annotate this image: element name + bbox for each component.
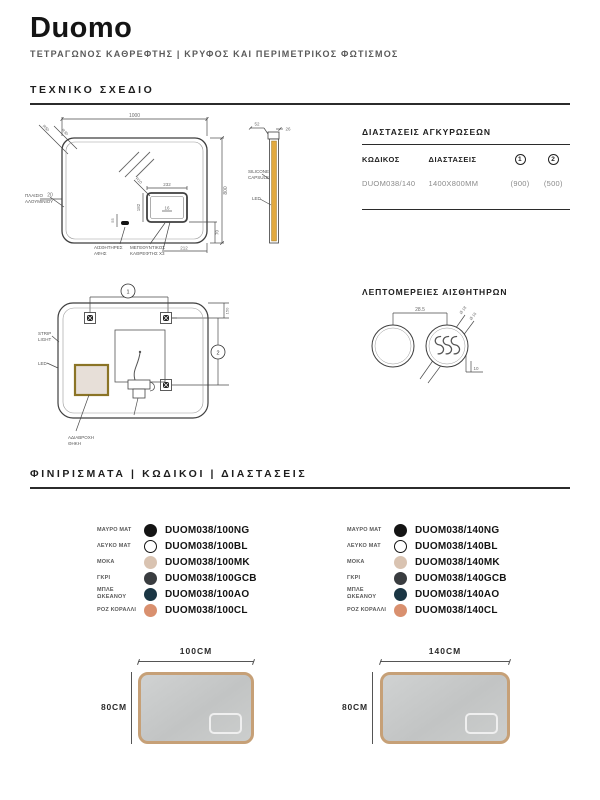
svg-text:ΠΛΑΙΣΙΟ: ΠΛΑΙΣΙΟ bbox=[25, 193, 44, 198]
circled-1-icon: 1 bbox=[515, 154, 526, 165]
svg-text:STRIP: STRIP bbox=[38, 331, 52, 336]
svg-text:2: 2 bbox=[216, 350, 220, 357]
svg-text:55: 55 bbox=[110, 218, 115, 223]
finish-code: DUOM038/140NG bbox=[415, 524, 500, 536]
width-dimension-line bbox=[380, 661, 510, 662]
svg-text:52: 52 bbox=[254, 121, 260, 127]
finish-label: ΜΑΥΡΟ ΜΑΤ bbox=[347, 526, 382, 533]
svg-text:182: 182 bbox=[136, 203, 141, 212]
side-view-dimensions bbox=[254, 122, 291, 132]
svg-text:1000: 1000 bbox=[128, 113, 141, 119]
color-swatch bbox=[394, 556, 407, 569]
svg-text:800: 800 bbox=[223, 186, 229, 195]
table-title: ΔΙΑΣΤΑΣΕΙΣ ΑΓΚΥΡΩΣΕΩΝ bbox=[362, 127, 491, 137]
anchor-offset-dim: 150 bbox=[224, 307, 230, 315]
magnifier-mirror-preview bbox=[465, 713, 498, 734]
magnifier-mirror-preview bbox=[209, 713, 242, 734]
color-swatch bbox=[394, 588, 407, 601]
product-subtitle: ΤΕΤΡΑΓΩΝΟΣ ΚΑΘΡΕΦΤΗΣ | ΚΡΥΦΟΣ ΚΑΙ ΠΕΡΙΜΕΤΡΙΚΟΣ ΦΩΤΙΣΜΟΣ bbox=[30, 49, 399, 59]
color-swatch bbox=[144, 572, 157, 585]
marker-circles bbox=[121, 284, 225, 359]
finish-item bbox=[97, 538, 257, 554]
finish-item bbox=[347, 538, 507, 554]
circled-2-icon: 2 bbox=[548, 154, 559, 165]
svg-text:ΑΔΙΑΒΡΟΧΗ: ΑΔΙΑΒΡΟΧΗ bbox=[68, 435, 95, 440]
finish-code: DUOM038/100GCB bbox=[165, 572, 257, 584]
finish-code: DUOM038/140GCB bbox=[415, 572, 507, 584]
finish-item bbox=[347, 522, 507, 538]
back-outline bbox=[58, 303, 208, 418]
color-swatch bbox=[394, 572, 407, 585]
svg-text:R50: R50 bbox=[41, 123, 51, 133]
anchor-icon bbox=[161, 380, 172, 391]
width-dimension-label: 100CM bbox=[179, 646, 213, 656]
svg-text:212: 212 bbox=[180, 245, 188, 251]
waterproof-case-icon bbox=[75, 365, 108, 395]
table-row bbox=[362, 179, 570, 202]
cell-dims: 1400X800MM bbox=[428, 179, 479, 188]
finish-code: DUOM038/100MK bbox=[165, 556, 250, 568]
finish-item bbox=[347, 570, 507, 586]
side-dimension-lines bbox=[249, 127, 283, 135]
finish-label: ΜΠΛΕ ΩΚΕΑΝΟΥ bbox=[97, 587, 127, 600]
section-heading-finishes: ΦΙΝΙΡΙΣΜΑΤΑ | ΚΩΔΙΚΟΙ | ΔΙΑΣΤΑΣΕΙΣ bbox=[30, 468, 570, 489]
finish-label: ΜΑΥΡΟ ΜΑΤ bbox=[97, 526, 132, 533]
svg-text:ΜΕΓΕΘΥΝΤΙΚΟΣ: ΜΕΓΕΘΥΝΤΙΚΟΣ bbox=[130, 245, 165, 250]
mirror-diagram-140 bbox=[338, 646, 528, 758]
svg-text:ΑΙΣΘΗΤΗΡΕΣ: ΑΙΣΘΗΤΗΡΕΣ bbox=[94, 245, 123, 250]
finish-code: DUOM038/100CL bbox=[165, 604, 248, 616]
svg-text:ΚΑΘΡΕΦΤΗΣ X3: ΚΑΘΡΕΦΤΗΣ X3 bbox=[130, 251, 165, 256]
finish-code: DUOM038/140MK bbox=[415, 556, 500, 568]
svg-text:Ø 16: Ø 16 bbox=[468, 311, 478, 322]
sensor-details bbox=[362, 287, 570, 406]
finish-column-100 bbox=[97, 522, 257, 618]
finish-item bbox=[347, 586, 507, 602]
finish-code: DUOM038/100AO bbox=[165, 588, 250, 600]
finish-label: ΛΕΥΚΟ ΜΑΤ bbox=[97, 542, 131, 549]
finish-code: DUOM038/100BL bbox=[165, 540, 248, 552]
width-dimension-label: 140CM bbox=[428, 646, 462, 656]
color-swatch bbox=[144, 556, 157, 569]
color-swatch bbox=[394, 524, 407, 537]
back-view-drawing bbox=[22, 278, 257, 468]
finish-label: ΜΟΚΑ bbox=[347, 558, 365, 565]
finish-item bbox=[97, 602, 257, 618]
svg-text:LIGHT: LIGHT bbox=[38, 337, 52, 342]
svg-text:ΑΛΟΥΜΙΝΙΟΥ: ΑΛΟΥΜΙΝΙΟΥ bbox=[25, 199, 54, 204]
col-header-code: ΚΩΔΙΚΟΣ bbox=[362, 155, 400, 164]
svg-text:R10: R10 bbox=[134, 176, 144, 185]
header bbox=[30, 12, 399, 59]
svg-text:26: 26 bbox=[285, 126, 291, 132]
mirror-outline bbox=[62, 138, 207, 243]
finish-item bbox=[347, 554, 507, 570]
table-rule-top bbox=[362, 144, 570, 145]
color-swatch bbox=[394, 540, 407, 553]
junction-box-icon bbox=[115, 330, 165, 415]
side-view-labels bbox=[248, 169, 269, 201]
finish-label: ΜΟΚΑ bbox=[97, 558, 115, 565]
finish-label: ΜΠΛΕ ΩΚΕΑΝΟΥ bbox=[347, 587, 377, 600]
svg-text:SILICONE: SILICONE bbox=[248, 169, 270, 174]
anchor-icon bbox=[161, 313, 172, 324]
anchor-icon bbox=[85, 313, 96, 324]
height-dimension-label: 80CM bbox=[101, 702, 127, 712]
height-dimension-line bbox=[372, 672, 373, 744]
svg-text:ΑΦΗΣ: ΑΦΗΣ bbox=[94, 251, 107, 256]
mirror-preview bbox=[380, 672, 510, 744]
color-swatch bbox=[144, 588, 157, 601]
led-strip-icon bbox=[272, 141, 277, 241]
back-leader-lines bbox=[47, 318, 177, 431]
touch-sensor-icon bbox=[121, 221, 129, 225]
color-swatch bbox=[394, 604, 407, 617]
finish-label: ΛΕΥΚΟ ΜΑΤ bbox=[347, 542, 381, 549]
mirror-diagram-100 bbox=[95, 646, 270, 758]
svg-text:LED: LED bbox=[252, 196, 261, 201]
finish-label: ΡΟΖ ΚΟΡΑΛΛΙ bbox=[97, 606, 137, 613]
cell-v2: (500) bbox=[543, 179, 563, 188]
col-header-dims: ΔΙΑΣΤΑΣΕΙΣ bbox=[428, 155, 477, 164]
finish-label: ΓΚΡΙ bbox=[347, 574, 361, 581]
color-swatch bbox=[144, 604, 157, 617]
sensor-details-drawing bbox=[362, 301, 570, 401]
section-heading-technical: ΤΕΧΝΙΚΟ ΣΧΕΔΙΟ bbox=[30, 84, 570, 105]
cell-v1: (900) bbox=[510, 179, 530, 188]
height-dimension-label: 80CM bbox=[342, 702, 368, 712]
svg-text:20: 20 bbox=[47, 192, 53, 199]
finish-code: DUOM038/140CL bbox=[415, 604, 498, 616]
finish-code: DUOM038/140AO bbox=[415, 588, 500, 600]
svg-text:ΘΗΚΗ: ΘΗΚΗ bbox=[68, 441, 82, 446]
color-swatch bbox=[144, 524, 157, 537]
table-rule-bottom bbox=[362, 209, 570, 210]
product-title: Duomo bbox=[30, 12, 133, 44]
finish-item bbox=[97, 554, 257, 570]
glass-shine-icon bbox=[119, 152, 154, 177]
col-header-1 bbox=[503, 154, 536, 165]
finish-item bbox=[97, 570, 257, 586]
svg-text:1: 1 bbox=[126, 289, 130, 296]
svg-text:232: 232 bbox=[163, 182, 171, 187]
finish-label: ΓΚΡΙ bbox=[97, 574, 111, 581]
svg-text:R30: R30 bbox=[60, 127, 70, 137]
front-view-drawing bbox=[22, 110, 257, 278]
finish-item bbox=[97, 522, 257, 538]
mirror-preview bbox=[138, 672, 254, 744]
table-header-row bbox=[362, 154, 570, 165]
finish-label: ΡΟΖ ΚΟΡΑΛΛΙ bbox=[347, 606, 387, 613]
finish-item bbox=[347, 602, 507, 618]
svg-text:16: 16 bbox=[164, 205, 170, 211]
svg-text:LED: LED bbox=[38, 361, 47, 366]
finish-column-140 bbox=[347, 522, 507, 618]
svg-text:28.5: 28.5 bbox=[415, 307, 425, 313]
anchor-dimensions-table bbox=[362, 127, 570, 210]
front-view-labels bbox=[25, 193, 165, 256]
side-view-drawing bbox=[247, 110, 362, 260]
sensor-circle-plain bbox=[372, 325, 414, 367]
svg-text:Ø 18: Ø 18 bbox=[458, 305, 468, 316]
sensor-details-title: ΛΕΠΤΟΜΕΡΕΙΕΣ ΑΙΣΘΗΤΗΡΩΝ bbox=[362, 287, 508, 297]
svg-text:CAPSULE: CAPSULE bbox=[248, 175, 270, 180]
color-swatch bbox=[144, 540, 157, 553]
cell-code: DUOM038/140 bbox=[362, 179, 416, 188]
finish-code: DUOM038/140BL bbox=[415, 540, 498, 552]
finish-code: DUOM038/100NG bbox=[165, 524, 250, 536]
sensor-circle-demister bbox=[426, 325, 468, 367]
height-dimension-line bbox=[131, 672, 132, 744]
capsule-top bbox=[268, 132, 279, 139]
finish-item bbox=[97, 586, 257, 602]
col-header-2 bbox=[537, 154, 570, 165]
width-dimension-line bbox=[138, 661, 254, 662]
svg-text:10: 10 bbox=[473, 366, 479, 371]
svg-text:70: 70 bbox=[214, 229, 220, 236]
